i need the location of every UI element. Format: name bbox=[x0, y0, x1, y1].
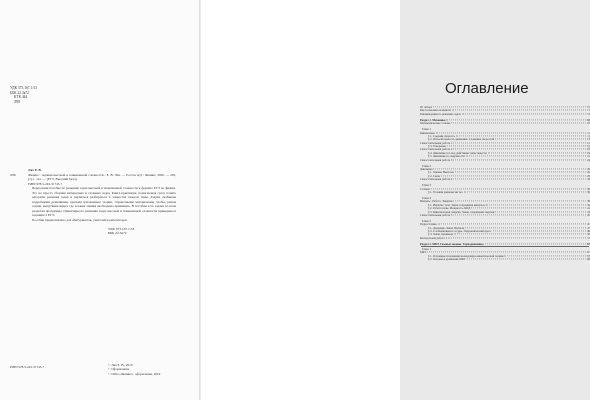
toc-entry-label: § 2. Работа силы. Мощность. КПД bbox=[428, 206, 471, 211]
copyright-author: © Лях Е. В., 2019 bbox=[108, 363, 133, 367]
toc-leader-dots bbox=[452, 110, 588, 111]
toc-entry-label: Статика bbox=[420, 186, 430, 191]
toc-entry-page: 45 bbox=[587, 212, 590, 217]
toc-entry-label: МКТ bbox=[420, 250, 427, 255]
toc-title: Оглавление bbox=[445, 80, 529, 97]
table-of-contents bbox=[420, 106, 590, 261]
toc-leader-dots bbox=[471, 208, 586, 209]
bbk-line: ББК 22.3я72 bbox=[108, 231, 127, 236]
toc-entry-label: Раздел 1. Механика bbox=[420, 117, 446, 122]
toc-entry-page: 67 bbox=[587, 253, 590, 258]
toc-entry-page: 11 bbox=[587, 130, 590, 135]
bbk-code: ББК 22.3я72 bbox=[10, 90, 29, 95]
toc-entry-lvl2 bbox=[420, 258, 590, 261]
toc-entry-label: Рекомендации по решению задач bbox=[420, 111, 461, 116]
ktk-code: КТК 444 bbox=[14, 95, 28, 100]
toc-entry-page: 47 bbox=[587, 222, 590, 227]
toc-entry-page: 51 bbox=[587, 235, 590, 240]
toc-entry-label: Глава 1 bbox=[422, 127, 431, 132]
toc-leader-dots bbox=[466, 156, 586, 157]
toc-entry-page: 67 bbox=[587, 241, 590, 246]
toc-entry-page: 15 bbox=[587, 140, 590, 145]
toc-entry-page: 68 bbox=[587, 256, 590, 261]
toc-leader-dots bbox=[431, 188, 586, 189]
toc-entry-page: 29 bbox=[587, 173, 590, 178]
toc-entry-page: 47 bbox=[587, 225, 590, 230]
toc-entry-label: § 4. Движение тел под действием силы тяжести bbox=[428, 150, 487, 155]
toc-entry-label: Гидростатика bbox=[420, 222, 437, 227]
toc-entry-label: Глава 3 bbox=[422, 183, 431, 188]
toc-entry-label: Математические основы bbox=[420, 121, 451, 126]
toc-leader-dots bbox=[433, 168, 586, 169]
toc-entry-label: § 2. Относительность движения. Сложение скоростей bbox=[428, 137, 495, 142]
author-code: Л98 bbox=[10, 172, 16, 177]
toc-entry-label: § 3. Кинетическая энергия. Закон сохранения энергии bbox=[428, 209, 495, 214]
toc-leader-dots bbox=[464, 191, 587, 192]
toc-entry-label: Глава 1 bbox=[422, 246, 431, 251]
toc-leader-dots bbox=[493, 230, 587, 231]
toc-rule-line bbox=[421, 246, 589, 247]
toc-leader-dots bbox=[447, 145, 586, 146]
toc-leader-dots bbox=[451, 123, 586, 124]
record-entry bbox=[10, 173, 176, 182]
toc-leader-dots bbox=[467, 258, 587, 259]
udc-block bbox=[108, 227, 134, 236]
toc-leader-dots bbox=[453, 149, 586, 150]
toc-leader-dots bbox=[436, 132, 586, 133]
toc-entry-page: 39 bbox=[587, 202, 590, 207]
toc-entry-label: Глава 4 bbox=[422, 195, 431, 200]
toc-leader-dots bbox=[453, 201, 586, 202]
toc-entry-label: § 1. Законы Ньютона bbox=[428, 170, 454, 175]
toc-leader-dots bbox=[455, 172, 586, 173]
toc-leader-dots bbox=[456, 135, 586, 136]
toc-entry-label: От автора bbox=[420, 105, 433, 109]
toc-leader-dots bbox=[504, 255, 586, 256]
toc-entry-page: 9 bbox=[588, 111, 590, 116]
toc-entry-page: 36 bbox=[587, 189, 590, 194]
toc-entry-label: Глава 5 bbox=[422, 218, 431, 223]
audience-paragraph: Пособие предназначено для абитуриентов, учителей и репетиторов. bbox=[32, 217, 128, 222]
toc-leader-dots bbox=[453, 142, 586, 143]
toc-entry-label: Самостоятельная работа 4 bbox=[420, 177, 453, 182]
toc-leader-dots bbox=[453, 214, 586, 215]
toc-entry-label: Кинематика bbox=[420, 130, 435, 135]
toc-entry-label: Контрольная работа 1 bbox=[420, 235, 447, 240]
copyright-design: © Оформление bbox=[108, 367, 130, 372]
toc-entry-label: Самостоятельная работа 5 bbox=[420, 212, 453, 217]
toc-entry-page: 18 bbox=[587, 147, 590, 152]
bibliographic-record bbox=[10, 168, 176, 222]
shelf-code: Л98 bbox=[14, 99, 21, 104]
toc-entry-page: 21 bbox=[587, 154, 590, 159]
left-page bbox=[0, 0, 199, 400]
copyright-block bbox=[108, 363, 160, 376]
toc-entry-label: Динамика bbox=[420, 167, 433, 172]
toc-entry-label: Глава 2 bbox=[422, 163, 431, 168]
toc-entry-page: 26 bbox=[587, 170, 590, 175]
toc-leader-dots bbox=[486, 204, 586, 205]
udc-code: УДК 373.167.1:53 bbox=[10, 86, 37, 90]
right-page bbox=[201, 0, 590, 400]
toc-entry-label: Как пользоваться книгой bbox=[420, 108, 451, 113]
toc-entry-label: Самостоятельная работа 3 bbox=[420, 157, 453, 162]
toc-leader-dots bbox=[453, 159, 586, 160]
toc-leader-dots bbox=[495, 211, 586, 212]
toc-entry-label: Импульс. Работа. Энергия bbox=[420, 199, 453, 204]
toc-entry-label: § 1. Основные положения молекулярно-кинетической теории bbox=[428, 253, 504, 258]
record-text: Физика : задания высокой и повышенной сложности / Е. В. Лях. — Ростов н/Д : Феникс, 2020. — 205, [1] с. : ил. — (ЕГЭ. Высокий балл). bbox=[28, 172, 176, 181]
toc-entry-page: 50 bbox=[587, 232, 590, 237]
toc-entry-label: § 1. Давление. Закон Паскаля bbox=[428, 225, 464, 230]
toc-leader-dots bbox=[462, 113, 588, 114]
toc-entry-page: 16 bbox=[587, 144, 590, 149]
udc-line: УДК 373.167.1:53 bbox=[108, 227, 135, 231]
toc-entry-label: § 1. Средняя скорость bbox=[428, 133, 455, 138]
copyright-publisher: © ООО «Феникс», оформление, 2019 bbox=[108, 371, 161, 376]
toc-entry-label: Самостоятельная работа 1 bbox=[420, 140, 453, 145]
toc-leader-dots bbox=[488, 152, 587, 153]
toc-entry-label: § 1. Условия равновесия тел bbox=[428, 189, 463, 194]
toc-entry-page: 10 bbox=[587, 121, 590, 126]
toc-entry-page: 13 bbox=[587, 137, 590, 142]
toc-entry-page: 7 bbox=[588, 108, 590, 113]
toc-entry-page: 10 bbox=[587, 117, 590, 122]
toc-entry-page: 34 bbox=[587, 177, 590, 182]
annotation-paragraph: Перед вами пособие по решению задач высокой и повышенной сложности в формате ЕГЭ по физике. Это не просто сборник интересных и сложных задач. Книга-практикум, помогающая сразу понять алгоритм решения задач и научиться разбираться в тонкостях каждой темы. Задачи снабжены подробными решениями, кратким изложением теории, справочными материалами, чтобы, решая задачи, выпускник видел, где и какие знания необходимо применить. В пособии есть задачи по всем разделам программы. Ориентиры по решению задач высокой и повышенной сложности приведены в заданиях 2 ЕГЭ. bbox=[32, 186, 176, 217]
toc-entry-label: § 3. Закон Архимеда bbox=[428, 232, 454, 237]
toc-entry-label: § 2. Основное уравнение МКТ bbox=[428, 256, 466, 261]
toc-leader-dots bbox=[495, 139, 586, 140]
toc-entry-page: 41 bbox=[587, 206, 590, 211]
toc-entry-page: 67 bbox=[587, 250, 590, 255]
toc-leader-dots bbox=[441, 175, 586, 176]
toc-leader-dots bbox=[448, 237, 586, 238]
toc-entry-page: 24 bbox=[587, 157, 590, 162]
toc-leader-dots bbox=[446, 119, 586, 120]
toc-entry-page: 26 bbox=[587, 167, 590, 172]
record-isbn: ISBN 978-5-222-31745-7 bbox=[28, 181, 63, 186]
toc-entry-label: § 2. Сообщающиеся сосуды. Гидравлический пресс bbox=[428, 229, 492, 234]
toc-entry-label: § 5. Движение по окружности bbox=[428, 154, 465, 159]
toc-leader-dots bbox=[454, 234, 586, 235]
toc-entry-label: § 3. Ускорение bbox=[428, 144, 446, 149]
toc-leader-dots bbox=[465, 227, 586, 228]
toc-leader-dots bbox=[427, 252, 586, 253]
toc-leader-dots bbox=[433, 106, 587, 107]
toc-entry-page: 11 bbox=[587, 133, 590, 138]
toc-leader-dots bbox=[485, 243, 587, 244]
author-heading: Лях Е. В. bbox=[28, 168, 42, 172]
toc-entry-label: § 1. Импульс тела. Закон сохранения импульса bbox=[428, 202, 486, 207]
toc-entry-label: Самостоятельная работа 2 bbox=[420, 147, 453, 152]
toc-entry-label: Раздел 2. МКТ. Газовые законы. Термодинамика bbox=[420, 241, 484, 246]
toc-entry-page: 43 bbox=[587, 209, 590, 214]
toc-leader-dots bbox=[438, 224, 586, 225]
toc-entry-label: § 2. Силы bbox=[428, 173, 440, 178]
toc-entry-page: 19 bbox=[587, 150, 590, 155]
isbn-line: ISBN 978-5-222-31745-7 bbox=[10, 365, 45, 369]
toc-leader-dots bbox=[453, 179, 586, 180]
toc-entry-page: 36 bbox=[587, 186, 590, 191]
toc-entry-page: 39 bbox=[587, 199, 590, 204]
toc-entry-page: 49 bbox=[587, 229, 590, 234]
classification-codes bbox=[10, 86, 37, 104]
toc-entry-page: 6 bbox=[588, 105, 590, 109]
